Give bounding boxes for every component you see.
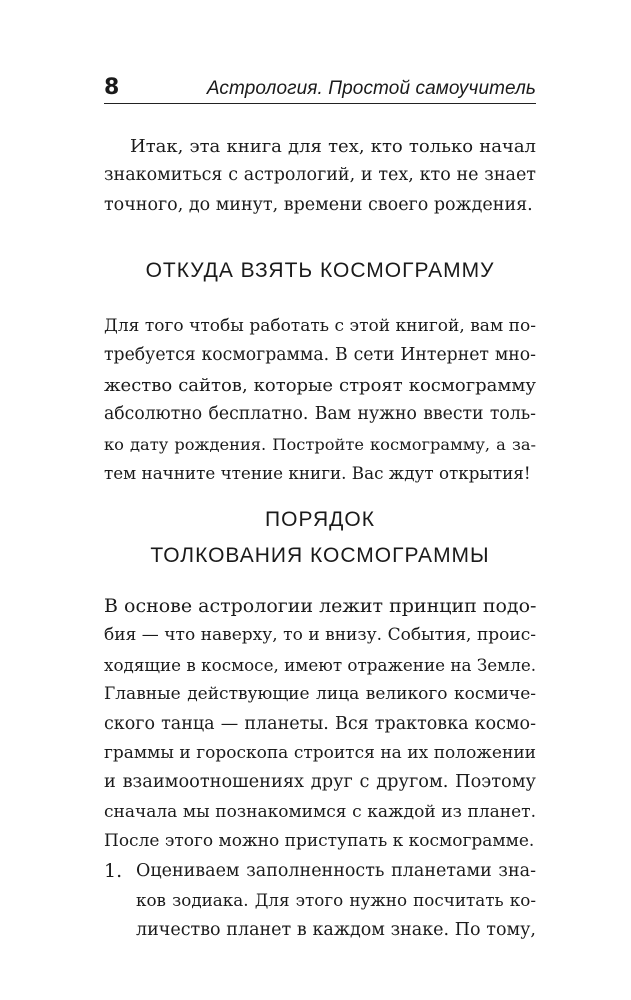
intro-paragraph [104, 132, 536, 220]
text-line: абсолютно бесплатно. Вам нужно ввести толь- [104, 404, 536, 425]
header-rule [104, 103, 536, 104]
text-line: В основе астрологии лежит принцип подо- [104, 595, 537, 617]
section-heading [104, 256, 536, 286]
text-line: личество планет в каждом знаке. По тому, [136, 919, 536, 940]
section2-paragraph [104, 592, 536, 857]
text-line: граммы и гороскопа строится на их положении [104, 742, 536, 763]
section1-paragraph [104, 312, 536, 488]
text-line: Оцениваем заполненность планетами зна- [136, 861, 536, 881]
text-line: жество сайтов, которые строят космограмму [104, 374, 536, 396]
page-number: 8 [104, 75, 120, 100]
list-number: 1. [104, 860, 123, 882]
text-line: тем начните чтение книги. Вас ждут открытия! [104, 462, 531, 483]
text-line: знакомиться с астрологий, и тех, кто не знает [104, 165, 536, 186]
text-line: Главные действующие лица великого космиче- [104, 684, 536, 705]
running-title: Астрология. Простой самоучитель [206, 78, 536, 99]
text-line: бия — что наверху, то и внизу. События, проис- [104, 625, 536, 646]
text-line: ков зодиака. Для этого нужно посчитать ко- [136, 890, 536, 911]
text-line: Итак, эта книга для тех, кто только начал [130, 136, 536, 157]
text-line: сначала мы познакомимся с каждой из планет. [104, 801, 536, 822]
text-line: ходящие в космосе, имеют отражение на Земле. [104, 654, 537, 675]
text-line: требуется космограмма. В сети Интернет мно- [104, 345, 536, 366]
text-line: ского танца — планеты. Вся трактовка космо- [104, 713, 536, 734]
list-item [136, 857, 536, 945]
page-header [104, 74, 536, 104]
heading-line: ОТКУДА ВЗЯТЬ КОСМОГРАММУ [145, 259, 495, 282]
text-line: После этого можно приступать к космограмме. [104, 831, 535, 852]
text-line: и взаимоотношениях друг с другом. Поэтому [104, 772, 536, 793]
heading-line: ТОЛКОВАНИЯ КОСМОГРАММЫ [150, 544, 490, 567]
text-line: точного, до минут, времени своего рождения. [104, 194, 533, 215]
section-heading [104, 505, 536, 571]
heading-line: ПОРЯДОК [265, 508, 375, 531]
text-line: Для того чтобы работать с этой книгой, вам по- [104, 316, 536, 336]
text-line: ко дату рождения. Постройте космограмму, а за- [104, 434, 536, 454]
